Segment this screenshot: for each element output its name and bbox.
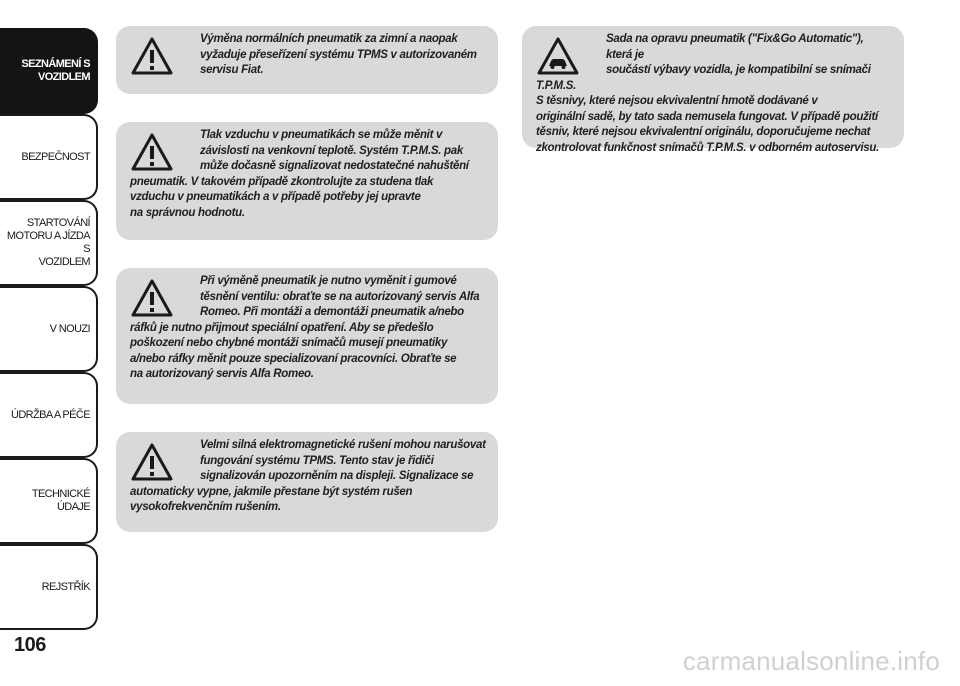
note-text: Při výměně pneumatik je nutno vyměnit i gumové těsnění ventilu: obraťte se na autorizovaný servis Alfa Romeo. Při montáži a demontáži pneumatik a/nebo ráfků je nutno přijmout speciální opatření. Aby se předešlo poškození nebo chybné montáži snímačů musejí pneumatiky a/nebo ráfky měnit pouze specializovaní pracovníci. Obraťte se na autorizovaný servis Alfa Romeo.	[130, 275, 480, 380]
warning-triangle-icon	[130, 36, 174, 76]
tab-v-nouzi[interactable]: V NOUZI	[0, 286, 98, 372]
tab-udrzba-a-pece[interactable]: ÚDRŽBA A PÉČE	[0, 372, 98, 458]
caution-note	[522, 26, 904, 154]
warning-note	[116, 26, 498, 94]
watermark: carmanualsonline.info	[682, 646, 940, 676]
tab-seznameni-s-vozidlem[interactable]: SEZNÁMENÍ S VOZIDLEM	[0, 28, 98, 114]
note-text: Tlak vzduchu v pneumatikách se může měnit v závislosti na venkovní teplotě. Systém T.P.M.S. pak může dočasně signalizovat nedostatečné nahuštění pneumatik. V takovém případě zkontrolujte za studena tlak vzduchu v pneumatikách a v případě potřeby jej upravte na správnou hodnotu.	[130, 129, 469, 219]
tab-bezpecnost[interactable]: BEZPEČNOST	[0, 114, 98, 200]
note-text: Výměna normálních pneumatik za zimní a naopak vyžaduje přeseřízení systému TPMS v autorizovaném servisu Fiat.	[200, 33, 477, 76]
car-warning-icon	[536, 36, 580, 76]
chapter-sidebar	[0, 0, 100, 640]
warning-triangle-icon	[130, 278, 174, 318]
tab-technicke-udaje[interactable]: TECHNICKÉ ÚDAJE	[0, 458, 98, 544]
note-text: Velmi silná elektromagnetické rušení mohou narušovat fungování systému TPMS. Tento stav je řidiči signalizován upozorněním na displeji. Signalizace se automaticky vypne, jakmile přestane být systém rušen vysokofrekvenčním rušením.	[130, 439, 486, 513]
warning-note	[116, 268, 498, 404]
warning-triangle-icon	[130, 442, 174, 482]
tab-rejstrik[interactable]: REJSTŘÍK	[0, 544, 98, 630]
warning-triangle-icon	[130, 132, 174, 172]
warning-note	[116, 432, 498, 532]
note-text: Sada na opravu pneumatik ("Fix&Go Automatic"), která je součástí výbavy vozidla, je kompatibilní se snímači T.P.M.S. S těsnivy, které nejsou ekvivalentní hmotě dodávané v originální sadě, by tato sada nemusela fungovat. V případě použití těsniv, které nejsou ekvivalentní originálu, doporučujeme nechat zkontrolovat funkčnost snímačů T.P.M.S. v odborném autoservisu.	[536, 33, 879, 154]
page-number: 106	[14, 634, 46, 656]
warning-note	[116, 122, 498, 240]
tab-startovani-motoru[interactable]: STARTOVÁNÍ MOTORU A JÍZDA S VOZIDLEM	[0, 200, 98, 286]
